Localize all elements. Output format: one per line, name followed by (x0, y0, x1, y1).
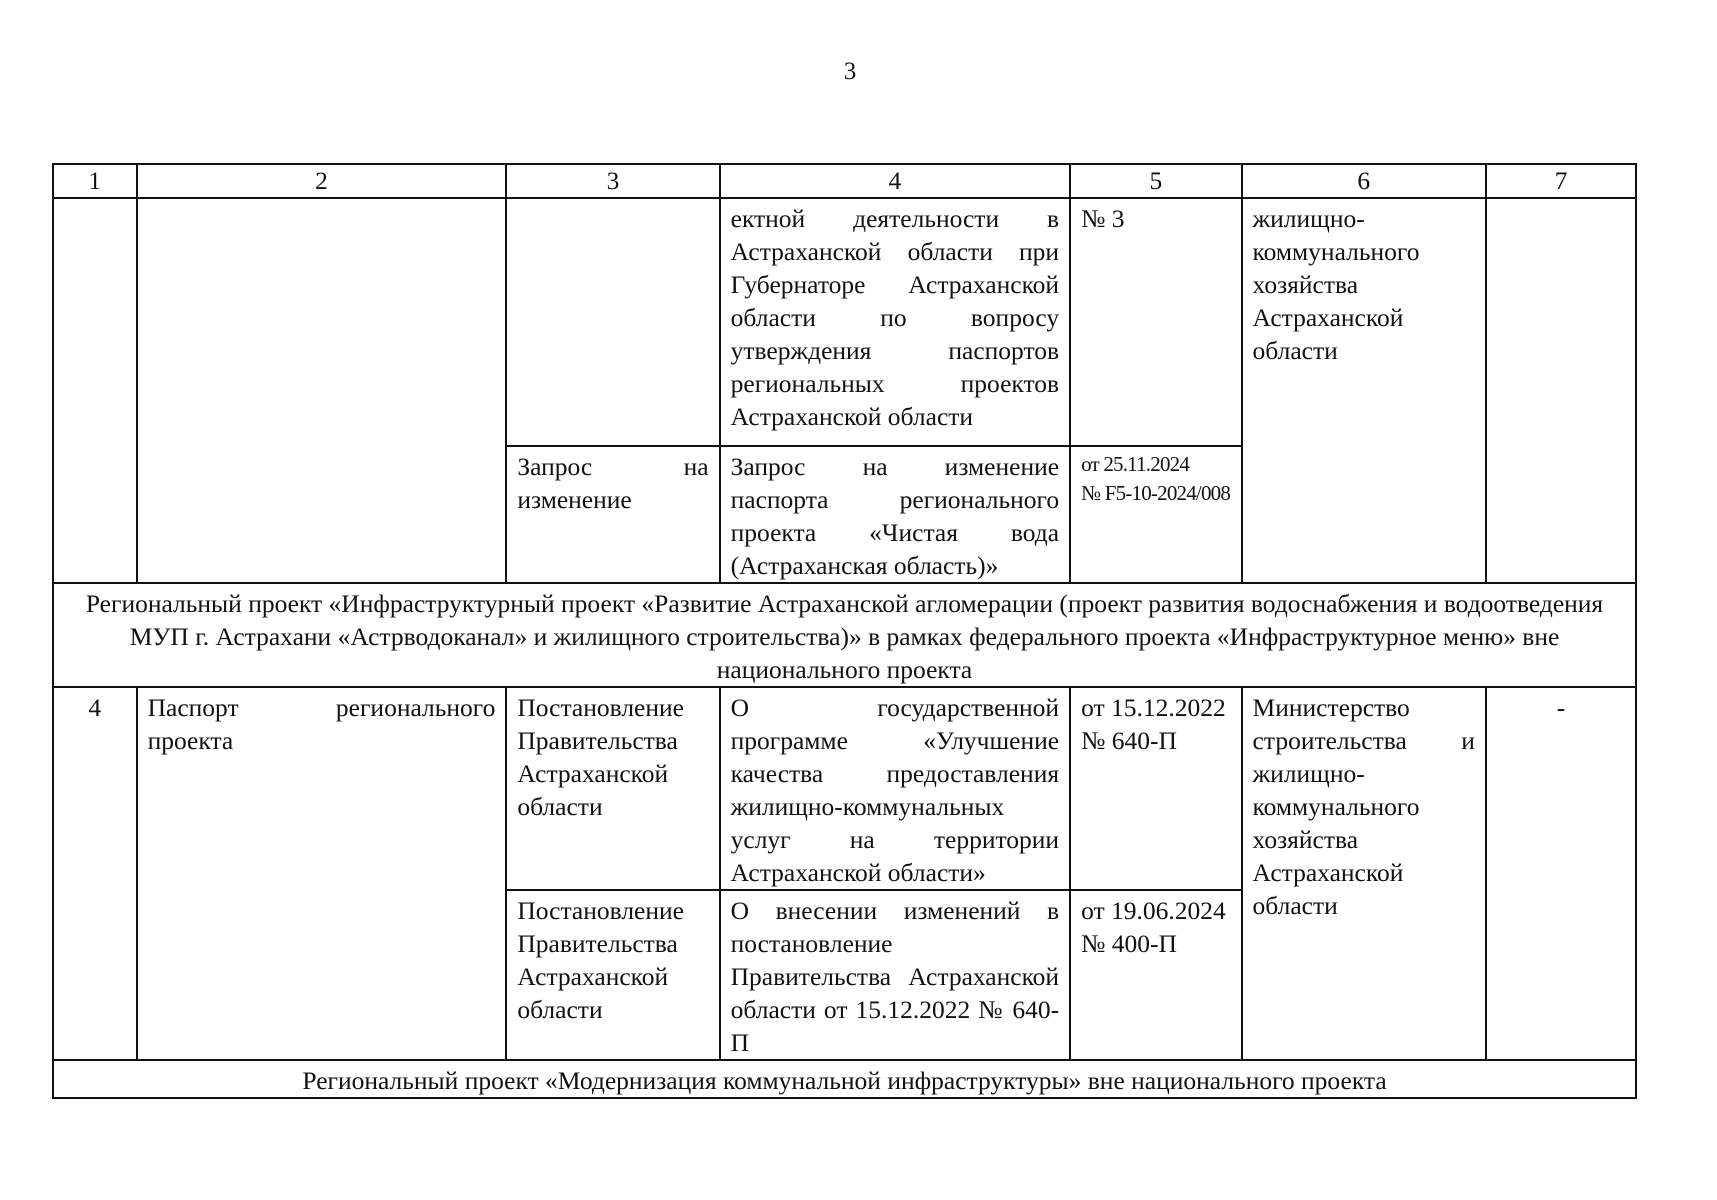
doc-date-number-cell (1070, 687, 1241, 890)
note-cell (1486, 198, 1636, 583)
section-row (53, 1060, 1636, 1098)
column-number: 6 (1242, 164, 1486, 198)
doc-number: № 640-П (1081, 726, 1177, 755)
doc-number: № 400-П (1081, 929, 1177, 958)
responsible-ministry: Министерство строительства и жилищно-коммунального хозяйства Астраханской области (1242, 687, 1486, 1060)
doc-number-cell: № 3 (1070, 198, 1241, 446)
section-heading: Региональный проект «Модернизация коммунальной инфраструктуры» вне национального проекта (53, 1060, 1636, 1098)
doc-date-number-cell (1070, 890, 1241, 1060)
column-number: 3 (506, 164, 719, 198)
column-number: 2 (137, 164, 507, 198)
column-number-row (53, 164, 1636, 198)
column-number: 7 (1486, 164, 1636, 198)
item-number: 4 (53, 687, 137, 1060)
registry-table (52, 163, 1637, 1099)
doc-date: от 19.06.2024 (1081, 896, 1226, 925)
page-number: 3 (843, 58, 857, 85)
doc-number: № F5-10-2024/008 (1081, 481, 1231, 505)
doc-title-cell: ектной деятельности в Астраханской области при Губернаторе Астраханской области по вопросу утверждения паспортов региональных проектов Астраханской области (720, 198, 1070, 446)
doc-type: Постановление Правительства Астраханской области (506, 890, 719, 1060)
doc-date: от 15.12.2022 (1081, 693, 1226, 722)
doc-date: от 25.11.2024 (1081, 452, 1190, 476)
column-number: 5 (1070, 164, 1241, 198)
doc-type-cell: Запрос на изменение (506, 446, 719, 583)
doc-type-cell (506, 198, 719, 446)
doc-type: Постановление Правительства Астраханской области (506, 687, 719, 890)
item-row (53, 687, 1636, 890)
responsible-cell: жилищно-коммунального хозяйства Астраханской области (1242, 198, 1486, 583)
continuation-row (53, 198, 1636, 446)
doc-title: О внесении изменений в постановление Правительства Астраханской области от 15.12.2022 № 640-П (720, 890, 1070, 1060)
item-name-cell (137, 198, 507, 583)
column-number: 4 (720, 164, 1070, 198)
section-heading: Региональный проект «Инфраструктурный проект «Развитие Астраханской агломерации (проект развития водоснабжения и водоотведения МУП г. Астрахани «Астрводоканал» и жилищного строительства)» в рамках федерального проекта «Инфраструктурное меню» вне национального проекта (53, 583, 1636, 687)
item-number-cell (53, 198, 137, 583)
column-number: 1 (53, 164, 137, 198)
item-name: Паспорт регионального проекта (137, 687, 507, 1060)
doc-title-cell: Запрос на изменение паспорта регионального проекта «Чистая вода (Астраханская область)» (720, 446, 1070, 583)
doc-date-number-cell (1070, 446, 1241, 583)
doc-title: О государственной программе «Улучшение качества предоставления жилищно-коммунальных услуг на территории Астраханской области» (720, 687, 1070, 890)
note: - (1486, 687, 1636, 1060)
section-row (53, 583, 1636, 687)
